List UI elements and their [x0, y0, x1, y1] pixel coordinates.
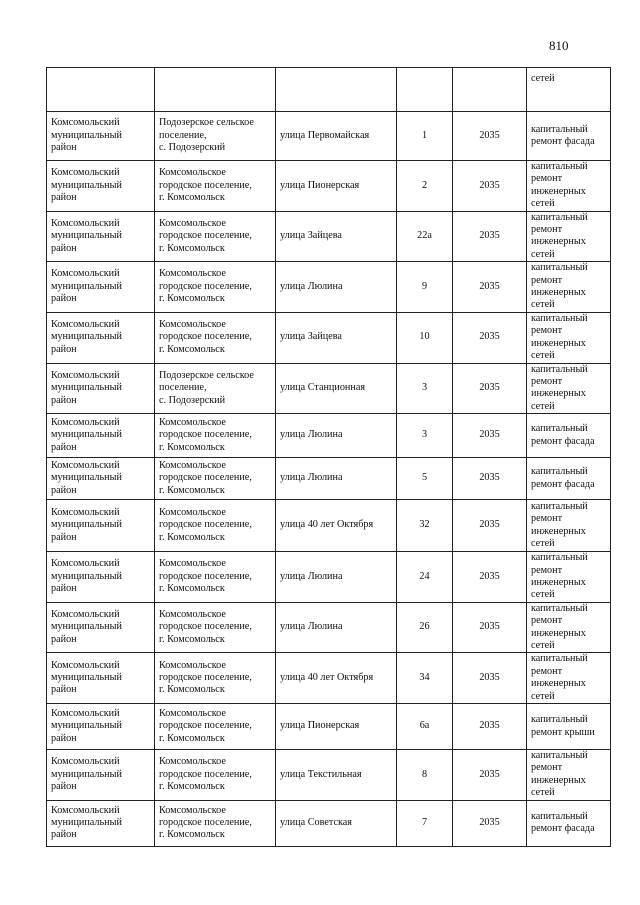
table-row — [47, 414, 611, 458]
cell-line: капитальный — [531, 211, 588, 223]
year-cell: 2035 — [453, 602, 527, 653]
house-cell — [397, 68, 453, 112]
cell-line: муниципальный — [51, 671, 122, 683]
year-cell: 2035 — [453, 750, 527, 801]
cell-line: инженерных — [531, 774, 586, 786]
year-cell: 2035 — [453, 161, 527, 212]
cell-line: район — [51, 684, 77, 696]
cell-line: район — [51, 142, 77, 154]
district-cell — [47, 500, 155, 552]
cell-line: капитальный — [531, 363, 588, 375]
cell-line: ремонт крыши — [531, 726, 595, 738]
settlement-cell — [155, 414, 276, 458]
work-cell — [527, 68, 611, 112]
cell-line: городское поселение, — [159, 570, 252, 582]
cell-line: капитальный — [531, 653, 588, 665]
cell-line: муниципальный — [51, 768, 122, 780]
cell-line: г. Комсомольск — [159, 293, 225, 305]
street-cell: улица Станционная — [276, 363, 397, 414]
cell-line: сетей — [531, 248, 555, 260]
cell-line: городское поселение, — [159, 816, 252, 828]
cell-line: район — [51, 531, 77, 543]
cell-line: Комсомольский — [51, 460, 120, 472]
street-cell: улица Люлина — [276, 262, 397, 313]
house-number-cell: 26 — [397, 602, 453, 653]
cell-line: капитальный — [531, 161, 588, 172]
cell-line: г. Комсомольск — [159, 192, 225, 204]
district-cell — [47, 704, 155, 750]
work-type-cell — [527, 653, 611, 704]
cell-line: район — [51, 633, 77, 645]
cell-line: инженерных — [531, 576, 586, 588]
work-type-cell — [527, 414, 611, 458]
house-number-cell: 2 — [397, 161, 453, 212]
cell-line: ремонт фасада — [531, 435, 595, 447]
settlement-cell — [155, 458, 276, 500]
house-number-cell: 32 — [397, 500, 453, 552]
cell-line: с. Подозерский — [159, 142, 226, 154]
cell-line: ремонт — [531, 274, 563, 286]
cell-line: Комсомольское — [159, 659, 226, 671]
settlement-cell — [155, 653, 276, 704]
cell-line: муниципальный — [51, 230, 122, 242]
year-cell: 2035 — [453, 552, 527, 603]
cell-line: г. Комсомольск — [159, 484, 225, 496]
district-cell — [47, 458, 155, 500]
street-cell: улица Текстильная — [276, 750, 397, 801]
cell-line: район — [51, 583, 77, 595]
cell-line: Комсомольское — [159, 608, 226, 620]
cell-line: муниципальный — [51, 331, 122, 343]
cell-line: капитальный — [531, 423, 588, 435]
cell-line: Комсомольский — [51, 417, 120, 429]
street-cell: улица Люлина — [276, 602, 397, 653]
table-row — [47, 653, 611, 704]
cell-line: Комсомольский — [51, 558, 120, 570]
cell-line: инженерных — [531, 388, 586, 400]
work-type-cell — [527, 704, 611, 750]
settlement-cell — [155, 602, 276, 653]
table-row — [47, 363, 611, 414]
year-cell: 2035 — [453, 312, 527, 363]
street-cell: улица 40 лет Октября — [276, 500, 397, 552]
work-type-cell — [527, 363, 611, 414]
settlement-cell — [155, 161, 276, 212]
cell-line: городское поселение, — [159, 179, 252, 191]
table-row — [47, 211, 611, 262]
year-cell: 2035 — [453, 112, 527, 161]
district-cell — [47, 112, 155, 161]
settlement-cell — [155, 552, 276, 603]
work-type-cell — [527, 262, 611, 313]
house-number-cell: 5 — [397, 458, 453, 500]
cell-line: г. Комсомольск — [159, 441, 225, 453]
house-number-cell: 6а — [397, 704, 453, 750]
cell-line: муниципальный — [51, 570, 122, 582]
settlement-cell — [155, 262, 276, 313]
cell-line: г. Комсомольск — [159, 343, 225, 355]
cell-line: Комсомольский — [51, 268, 120, 280]
cell-line: ремонт — [531, 762, 563, 774]
settlement-cell — [155, 68, 276, 112]
house-number-cell: 8 — [397, 750, 453, 801]
cell-line: район — [51, 343, 77, 355]
cell-line: Комсомольский — [51, 167, 120, 179]
cell-line: район — [51, 781, 77, 793]
cell-line: ремонт — [531, 513, 563, 525]
cell-line: муниципальный — [51, 129, 122, 141]
cell-line: сетей — [531, 787, 555, 799]
cell-line: Комсомольское — [159, 268, 226, 280]
work-type-cell — [527, 750, 611, 801]
cell-line: ремонт — [531, 224, 563, 236]
table-row — [47, 458, 611, 500]
cell-line: Комсомольский — [51, 659, 120, 671]
work-line: сетей — [531, 72, 555, 84]
year-cell: 2035 — [453, 211, 527, 262]
settlement-cell — [155, 704, 276, 750]
street-cell: улица Первомайская — [276, 112, 397, 161]
district-cell — [47, 312, 155, 363]
district-cell — [47, 552, 155, 603]
work-type-cell — [527, 500, 611, 552]
settlement-cell — [155, 363, 276, 414]
cell-line: капитальный — [531, 602, 588, 614]
cell-line: городское поселение, — [159, 768, 252, 780]
work-type-cell — [527, 312, 611, 363]
district-cell — [47, 653, 155, 704]
house-number-cell: 22а — [397, 211, 453, 262]
year-cell: 2035 — [453, 704, 527, 750]
cell-line: ремонт — [531, 325, 563, 337]
cell-line: капитальный — [531, 714, 588, 726]
cell-line: район — [51, 829, 77, 841]
cell-line: г. Комсомольск — [159, 531, 225, 543]
cell-line: Комсомольский — [51, 707, 120, 719]
cell-line: г. Комсомольск — [159, 829, 225, 841]
year-cell: 2035 — [453, 500, 527, 552]
cell-line: сетей — [531, 690, 555, 702]
cell-line: Комсомольский — [51, 507, 120, 519]
cell-line: капитальный — [531, 750, 588, 761]
cell-line: сетей — [531, 350, 555, 362]
cell-line: капитальный — [531, 262, 588, 274]
cell-line: Комсомольский — [51, 756, 120, 768]
street-cell: улица Пионерская — [276, 161, 397, 212]
cell-line: район — [51, 394, 77, 406]
cell-line: инженерных — [531, 525, 586, 537]
cell-line: ремонт — [531, 615, 563, 627]
cell-line: поселение, — [159, 129, 207, 141]
cell-line: муниципальный — [51, 382, 122, 394]
cell-line: городское поселение, — [159, 472, 252, 484]
cell-line: г. Комсомольск — [159, 684, 225, 696]
cell-line: г. Комсомольск — [159, 242, 225, 254]
cell-line: район — [51, 192, 77, 204]
cell-line: сетей — [531, 538, 555, 550]
cell-line: городское поселение, — [159, 519, 252, 531]
year-cell: 2035 — [453, 363, 527, 414]
street-cell: улица Пионерская — [276, 704, 397, 750]
cell-line: ремонт фасада — [531, 136, 595, 147]
cell-line: ремонт — [531, 375, 563, 387]
cell-line: ремонт — [531, 173, 563, 185]
street-cell: улица Советская — [276, 800, 397, 846]
cell-line: район — [51, 732, 77, 744]
cell-line: район — [51, 242, 77, 254]
cell-line: г. Комсомольск — [159, 583, 225, 595]
cell-line: инженерных — [531, 236, 586, 248]
cell-line: капитальный — [531, 500, 588, 512]
cell-line: инженерных — [531, 185, 586, 197]
house-number-cell: 10 — [397, 312, 453, 363]
house-number-cell: 1 — [397, 112, 453, 161]
cell-line: поселение, — [159, 382, 207, 394]
work-type-cell — [527, 602, 611, 653]
cell-line: городское поселение, — [159, 720, 252, 732]
work-type-cell — [527, 458, 611, 500]
cell-line: Комсомольский — [51, 369, 120, 381]
street-cell: улица Зайцева — [276, 211, 397, 262]
cell-line: сетей — [531, 400, 555, 412]
table-row — [47, 500, 611, 552]
cell-line: Комсомольское — [159, 507, 226, 519]
table-row — [47, 704, 611, 750]
work-type-cell — [527, 112, 611, 161]
cell-line: Комсомольское — [159, 319, 226, 331]
cell-line: Комсомольский — [51, 319, 120, 331]
cell-line: ремонт фасада — [531, 823, 595, 835]
table-row — [47, 262, 611, 313]
cell-line: капитальный — [531, 123, 588, 135]
district-cell — [47, 211, 155, 262]
settlement-cell — [155, 500, 276, 552]
house-number-cell: 3 — [397, 363, 453, 414]
house-number-cell: 34 — [397, 653, 453, 704]
cell-line: капитальный — [531, 552, 588, 564]
cell-line: Комсомольский — [51, 608, 120, 620]
street-cell: улица Зайцева — [276, 312, 397, 363]
cell-line: район — [51, 441, 77, 453]
work-type-cell — [527, 800, 611, 846]
cell-line: инженерных — [531, 337, 586, 349]
cell-line: инженерных — [531, 627, 586, 639]
cell-line: городское поселение, — [159, 230, 252, 242]
year-cell: 2035 — [453, 458, 527, 500]
cell-line: Комсомольский — [51, 217, 120, 229]
cell-line: муниципальный — [51, 429, 122, 441]
cell-line: Комсомольское — [159, 167, 226, 179]
cell-line: капитальный — [531, 810, 588, 822]
cell-line: муниципальный — [51, 280, 122, 292]
cell-line: капитальный — [531, 312, 588, 324]
table-row — [47, 552, 611, 603]
table-row — [47, 161, 611, 212]
settlement-cell — [155, 312, 276, 363]
work-type-cell — [527, 161, 611, 212]
district-cell — [47, 750, 155, 801]
cell-line: с. Подозерский — [159, 394, 226, 406]
table-row — [47, 750, 611, 801]
district-cell — [47, 363, 155, 414]
work-type-cell — [527, 211, 611, 262]
year-cell: 2035 — [453, 414, 527, 458]
district-cell — [47, 161, 155, 212]
settlement-cell — [155, 211, 276, 262]
district-cell — [47, 414, 155, 458]
house-number-cell: 3 — [397, 414, 453, 458]
year-cell: 2035 — [453, 262, 527, 313]
cell-line: г. Комсомольск — [159, 633, 225, 645]
street-cell: улица Люлина — [276, 414, 397, 458]
cell-line: инженерных — [531, 287, 586, 299]
district-cell — [47, 602, 155, 653]
house-number-cell: 7 — [397, 800, 453, 846]
table-row — [47, 112, 611, 161]
cell-line: Подозерское сельское — [159, 117, 254, 129]
cell-line: Комсомольский — [51, 804, 120, 816]
cell-line: муниципальный — [51, 179, 122, 191]
cell-line: сетей — [531, 198, 555, 210]
cell-line: сетей — [531, 639, 555, 651]
work-type-cell — [527, 552, 611, 603]
table-body — [47, 68, 611, 847]
house-number-cell: 9 — [397, 262, 453, 313]
cell-line: муниципальный — [51, 720, 122, 732]
cell-line: городское поселение, — [159, 331, 252, 343]
cell-line: городское поселение, — [159, 280, 252, 292]
table-row — [47, 800, 611, 846]
cell-line: ремонт — [531, 564, 563, 576]
cell-line: Комсомольское — [159, 417, 226, 429]
settlement-cell — [155, 750, 276, 801]
cell-line: муниципальный — [51, 816, 122, 828]
cell-line: муниципальный — [51, 472, 122, 484]
cell-line: Подозерское сельское — [159, 369, 254, 381]
street-cell: улица 40 лет Октября — [276, 653, 397, 704]
cell-line: район — [51, 293, 77, 305]
cell-line: Комсомольское — [159, 558, 226, 570]
settlement-cell — [155, 800, 276, 846]
cell-line: ремонт фасада — [531, 478, 595, 490]
cell-line: муниципальный — [51, 519, 122, 531]
table-row — [47, 602, 611, 653]
settlement-cell — [155, 112, 276, 161]
year-cell: 2035 — [453, 653, 527, 704]
cell-line: инженерных — [531, 678, 586, 690]
cell-line: Комсомольское — [159, 707, 226, 719]
repair-schedule-table — [46, 67, 611, 847]
street-cell: улица Люлина — [276, 458, 397, 500]
cell-line: Комсомольский — [51, 117, 120, 129]
table-row — [47, 312, 611, 363]
district-cell — [47, 68, 155, 112]
cell-line: городское поселение, — [159, 621, 252, 633]
cell-line: сетей — [531, 299, 555, 311]
cell-line: Комсомольское — [159, 460, 226, 472]
page-number: 810 — [549, 38, 569, 53]
street-cell: улица Люлина — [276, 552, 397, 603]
cell-line: городское поселение, — [159, 671, 252, 683]
cell-line: Комсомольское — [159, 756, 226, 768]
year-cell: 2035 — [453, 800, 527, 846]
cell-line: Комсомольское — [159, 217, 226, 229]
cell-line: капитальный — [531, 466, 588, 478]
house-number-cell: 24 — [397, 552, 453, 603]
district-cell — [47, 800, 155, 846]
street-cell — [276, 68, 397, 112]
cell-line: Комсомольское — [159, 804, 226, 816]
district-cell — [47, 262, 155, 313]
cell-line: ремонт — [531, 665, 563, 677]
cell-line: г. Комсомольск — [159, 732, 225, 744]
cell-line: сетей — [531, 589, 555, 601]
cell-line: городское поселение, — [159, 429, 252, 441]
cell-line: район — [51, 484, 77, 496]
year-cell — [453, 68, 527, 112]
cell-line: муниципальный — [51, 621, 122, 633]
table-row-continuation — [47, 68, 611, 112]
cell-line: г. Комсомольск — [159, 781, 225, 793]
